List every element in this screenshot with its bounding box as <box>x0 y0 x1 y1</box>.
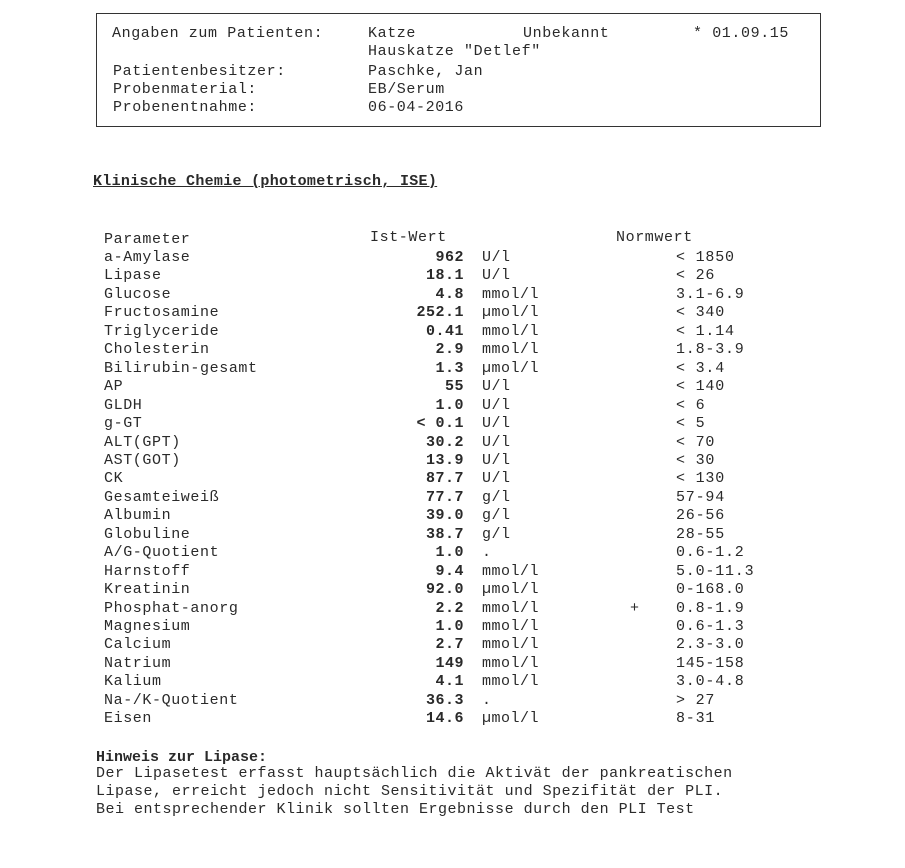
result-unit: mmol/l <box>482 322 540 340</box>
table-row <box>0 489 905 508</box>
reference-range: < 30 <box>676 451 716 469</box>
reference-range: 0-168.0 <box>676 581 745 599</box>
parameter-name: Phosphat-anorg <box>104 599 239 617</box>
result-unit: µmol/l <box>482 710 540 728</box>
result-value: 38.7 <box>425 525 464 543</box>
parameter-name: Glucose <box>104 285 172 303</box>
table-row <box>0 507 905 526</box>
result-unit: U/l <box>482 249 511 266</box>
reference-range: 1.8-3.9 <box>676 341 745 359</box>
table-row <box>0 249 905 268</box>
parameter-name: Na-/K-Quotient <box>104 691 239 709</box>
reference-range: < 5 <box>676 415 706 433</box>
result-unit: µmol/l <box>482 304 540 322</box>
reference-range: 5.0-11.3 <box>676 562 755 580</box>
result-unit: g/l <box>482 507 511 525</box>
patient-label: Angaben zum Patienten: <box>112 25 324 42</box>
parameter-name: Triglyceride <box>104 322 220 340</box>
result-unit: U/l <box>482 396 511 414</box>
reference-range: 8-31 <box>676 710 716 728</box>
result-value: 1.0 <box>435 544 464 562</box>
table-row <box>0 470 905 489</box>
owner-label: Patientenbesitzer: <box>113 63 286 80</box>
reference-range: < 1850 <box>676 249 735 266</box>
sampling-date-label: Probenentnahme: <box>113 99 258 116</box>
parameter-name: Natrium <box>104 654 172 672</box>
column-parameter: Parameter <box>104 231 191 248</box>
result-value: 252.1 <box>416 304 464 322</box>
table-row <box>0 378 905 397</box>
parameter-name: ALT(GPT) <box>104 433 181 451</box>
note-line: Bei entsprechender Klinik sollten Ergebnisse durch den PLI Test <box>96 801 695 818</box>
parameter-name: Kalium <box>104 673 162 691</box>
result-value: 92.0 <box>425 581 464 599</box>
table-row <box>0 636 905 655</box>
result-value: 36.3 <box>425 691 464 709</box>
reference-range: 0.8-1.9 <box>676 599 745 617</box>
result-value: 9.4 <box>435 562 464 580</box>
parameter-name: Globuline <box>104 525 191 543</box>
reference-range: > 27 <box>676 691 716 709</box>
reference-range: 28-55 <box>676 525 726 543</box>
parameter-name: a-Amylase <box>104 249 191 266</box>
parameter-name: Harnstoff <box>104 562 191 580</box>
table-row <box>0 526 905 545</box>
reference-range: < 140 <box>676 378 726 396</box>
reference-range: 26-56 <box>676 507 726 525</box>
table-row <box>0 710 905 729</box>
table-row <box>0 452 905 471</box>
note-title: Hinweis zur Lipase: <box>96 749 268 766</box>
result-value: 4.1 <box>435 673 464 691</box>
table-row <box>0 304 905 323</box>
result-unit: U/l <box>482 451 511 469</box>
parameter-name: AST(GOT) <box>104 451 181 469</box>
parameter-name: Eisen <box>104 710 153 728</box>
material-label: Probenmaterial: <box>113 81 258 98</box>
result-unit: mmol/l <box>482 599 540 617</box>
parameter-name: Magnesium <box>104 618 191 635</box>
table-row <box>0 618 905 637</box>
parameter-name: Albumin <box>104 507 172 525</box>
reference-range: 3.1-6.9 <box>676 285 745 303</box>
column-norm: Normwert <box>616 229 693 246</box>
table-row <box>0 397 905 416</box>
result-value: 1.0 <box>435 396 464 414</box>
table-row <box>0 673 905 692</box>
table-row <box>0 360 905 379</box>
reference-range: 2.3-3.0 <box>676 636 745 654</box>
reference-range: < 340 <box>676 304 726 322</box>
result-unit: µmol/l <box>482 359 540 377</box>
table-row <box>0 655 905 674</box>
reference-range: < 70 <box>676 433 716 451</box>
table-row <box>0 434 905 453</box>
birth-date: * 01.09.15 <box>693 25 790 42</box>
note-line: Der Lipasetest erfasst hauptsächlich die Aktivät der pankreatischen <box>96 765 733 782</box>
result-value: 13.9 <box>425 451 464 469</box>
result-unit: . <box>482 544 492 562</box>
table-row <box>0 692 905 711</box>
result-value: 55 <box>444 378 464 396</box>
result-unit: U/l <box>482 378 511 396</box>
reference-range: < 130 <box>676 470 726 488</box>
result-value: 0.41 <box>425 322 464 340</box>
result-value: 1.0 <box>435 618 464 635</box>
note-line: Lipase, erreicht jedoch nicht Sensitivität und Spezifität der PLI. <box>96 783 724 800</box>
result-value: 87.7 <box>425 470 464 488</box>
result-value: 39.0 <box>425 507 464 525</box>
result-value: 1.3 <box>435 359 464 377</box>
parameter-name: Lipase <box>104 267 162 285</box>
result-value: 2.2 <box>435 599 464 617</box>
result-value: 4.8 <box>435 285 464 303</box>
result-unit: g/l <box>482 488 511 506</box>
result-unit: mmol/l <box>482 673 540 691</box>
result-unit: µmol/l <box>482 581 540 599</box>
reference-range: 57-94 <box>676 488 726 506</box>
parameter-name: Kreatinin <box>104 581 191 599</box>
reference-range: < 26 <box>676 267 716 285</box>
sampling-date: 06-04-2016 <box>368 99 465 116</box>
species: Katze <box>368 25 417 42</box>
result-unit: mmol/l <box>482 341 540 359</box>
parameter-name: Gesamteiweiß <box>104 488 220 506</box>
reference-range: < 3.4 <box>676 359 726 377</box>
result-value: 2.7 <box>435 636 464 654</box>
table-row <box>0 267 905 286</box>
reference-range: 0.6-1.2 <box>676 544 745 562</box>
table-row <box>0 286 905 305</box>
table-row <box>0 600 905 619</box>
parameter-name: AP <box>104 378 124 396</box>
reference-range: < 1.14 <box>676 322 735 340</box>
reference-range: 0.6-1.3 <box>676 618 745 635</box>
parameter-name: g-GT <box>104 415 143 433</box>
parameter-name: CK <box>104 470 124 488</box>
parameter-name: A/G-Quotient <box>104 544 220 562</box>
result-value: 14.6 <box>425 710 464 728</box>
material: EB/Serum <box>368 81 445 98</box>
result-value: 30.2 <box>425 433 464 451</box>
parameter-name: Cholesterin <box>104 341 210 359</box>
table-row <box>0 323 905 342</box>
result-unit: . <box>482 691 492 709</box>
result-unit: mmol/l <box>482 562 540 580</box>
result-unit: mmol/l <box>482 654 540 672</box>
result-unit: U/l <box>482 267 511 285</box>
parameter-name: Calcium <box>104 636 172 654</box>
result-unit: mmol/l <box>482 618 540 635</box>
table-row <box>0 415 905 434</box>
reference-range: < 6 <box>676 396 706 414</box>
table-row <box>0 581 905 600</box>
result-value: 2.9 <box>435 341 464 359</box>
table-row <box>0 563 905 582</box>
table-row <box>0 341 905 360</box>
owner: Paschke, Jan <box>368 63 484 80</box>
result-unit: U/l <box>482 415 511 433</box>
result-unit: mmol/l <box>482 636 540 654</box>
parameter-name: GLDH <box>104 396 143 414</box>
result-unit: U/l <box>482 433 511 451</box>
column-value: Ist-Wert <box>370 229 447 246</box>
parameter-name: Fructosamine <box>104 304 220 322</box>
reference-range: 145-158 <box>676 654 745 672</box>
result-value: 77.7 <box>425 488 464 506</box>
parameter-name: Bilirubin-gesamt <box>104 359 258 377</box>
result-flag: + <box>630 599 640 617</box>
result-unit: g/l <box>482 525 511 543</box>
reference-range: 3.0-4.8 <box>676 673 745 691</box>
sex: Unbekannt <box>523 25 610 42</box>
result-value: 18.1 <box>425 267 464 285</box>
table-row <box>0 544 905 563</box>
result-value: 962 <box>435 249 464 266</box>
result-value: < 0.1 <box>416 415 464 433</box>
breed-name: Hauskatze "Detlef" <box>368 43 541 60</box>
section-title: Klinische Chemie (photometrisch, ISE) <box>93 173 438 190</box>
result-unit: mmol/l <box>482 285 540 303</box>
result-unit: U/l <box>482 470 511 488</box>
result-value: 149 <box>435 654 464 672</box>
